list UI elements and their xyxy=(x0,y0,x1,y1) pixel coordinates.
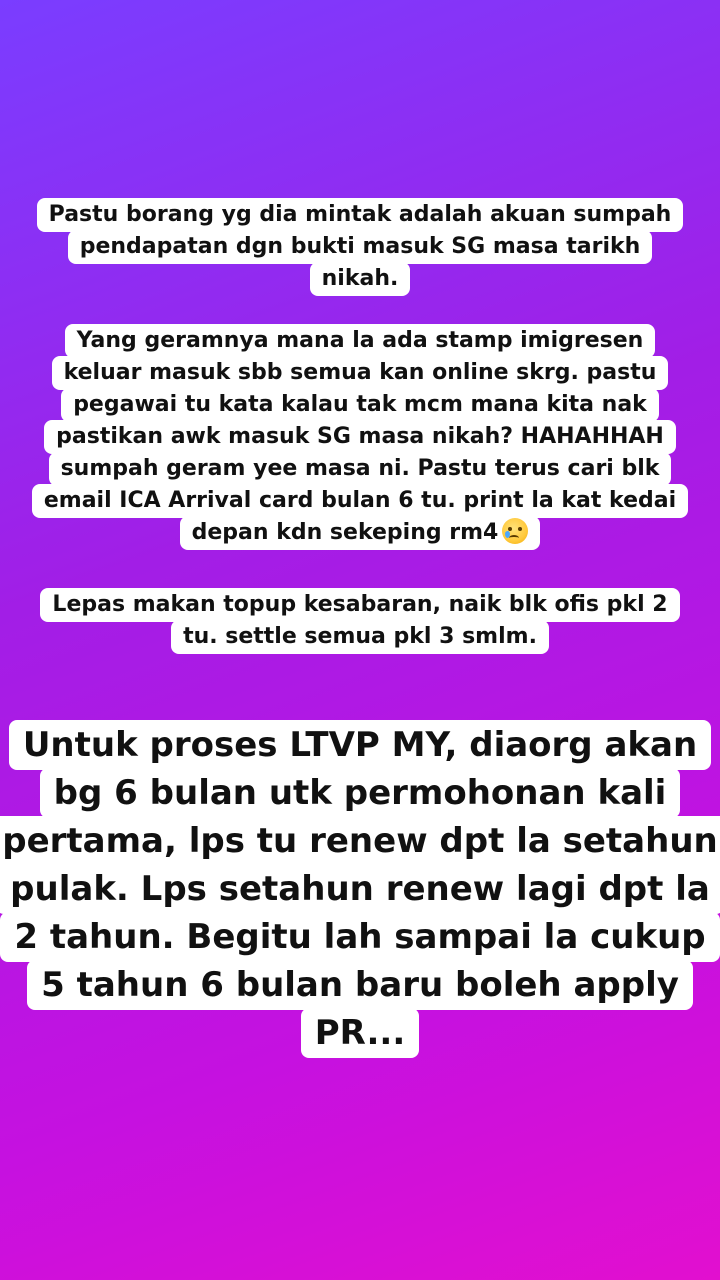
text-block-1 xyxy=(0,200,720,296)
text-block-4 xyxy=(0,722,720,1058)
text-line: Lepas makan topup kesabaran, naik blk ofis pkl 2 xyxy=(40,588,679,622)
crying-face-icon xyxy=(502,518,528,544)
text-line: 2 tahun. Begitu lah sampai la cukup xyxy=(0,912,719,962)
text-line: pendapatan dgn bukti masuk SG masa tarikh xyxy=(68,230,653,264)
text-block-2 xyxy=(0,326,720,550)
text-line-text: depan kdn sekeping rm4 xyxy=(191,520,499,545)
text-line: PR... xyxy=(301,1008,419,1058)
text-line: Yang geramnya mana la ada stamp imigresen xyxy=(65,324,656,358)
text-line: email ICA Arrival card bulan 6 tu. print la kat kedai xyxy=(32,484,688,518)
text-line: sumpah geram yee masa ni. Pastu terus cari blk xyxy=(49,452,672,486)
text-line: bg 6 bulan utk permohonan kali xyxy=(40,768,681,818)
text-line: tu. settle semua pkl 3 smlm. xyxy=(171,620,549,654)
text-line: Pastu borang yg dia mintak adalah akuan sumpah xyxy=(37,198,684,232)
text-line: nikah. xyxy=(310,262,411,296)
text-block-3 xyxy=(0,590,720,654)
text-line-with-emoji xyxy=(180,516,541,550)
text-line: pertama, lps tu renew dpt la setahun xyxy=(0,816,720,866)
text-line: 5 tahun 6 bulan baru boleh apply xyxy=(27,960,693,1010)
text-line: Untuk proses LTVP MY, diaorg akan xyxy=(9,720,711,770)
text-line: pastikan awk masuk SG masa nikah? HAHAHHAH xyxy=(44,420,676,454)
text-line: keluar masuk sbb semua kan online skrg. pastu xyxy=(52,356,669,390)
text-line: pulak. Lps setahun renew lagi dpt la xyxy=(0,864,720,914)
text-line: pegawai tu kata kalau tak mcm mana kita nak xyxy=(61,388,659,422)
